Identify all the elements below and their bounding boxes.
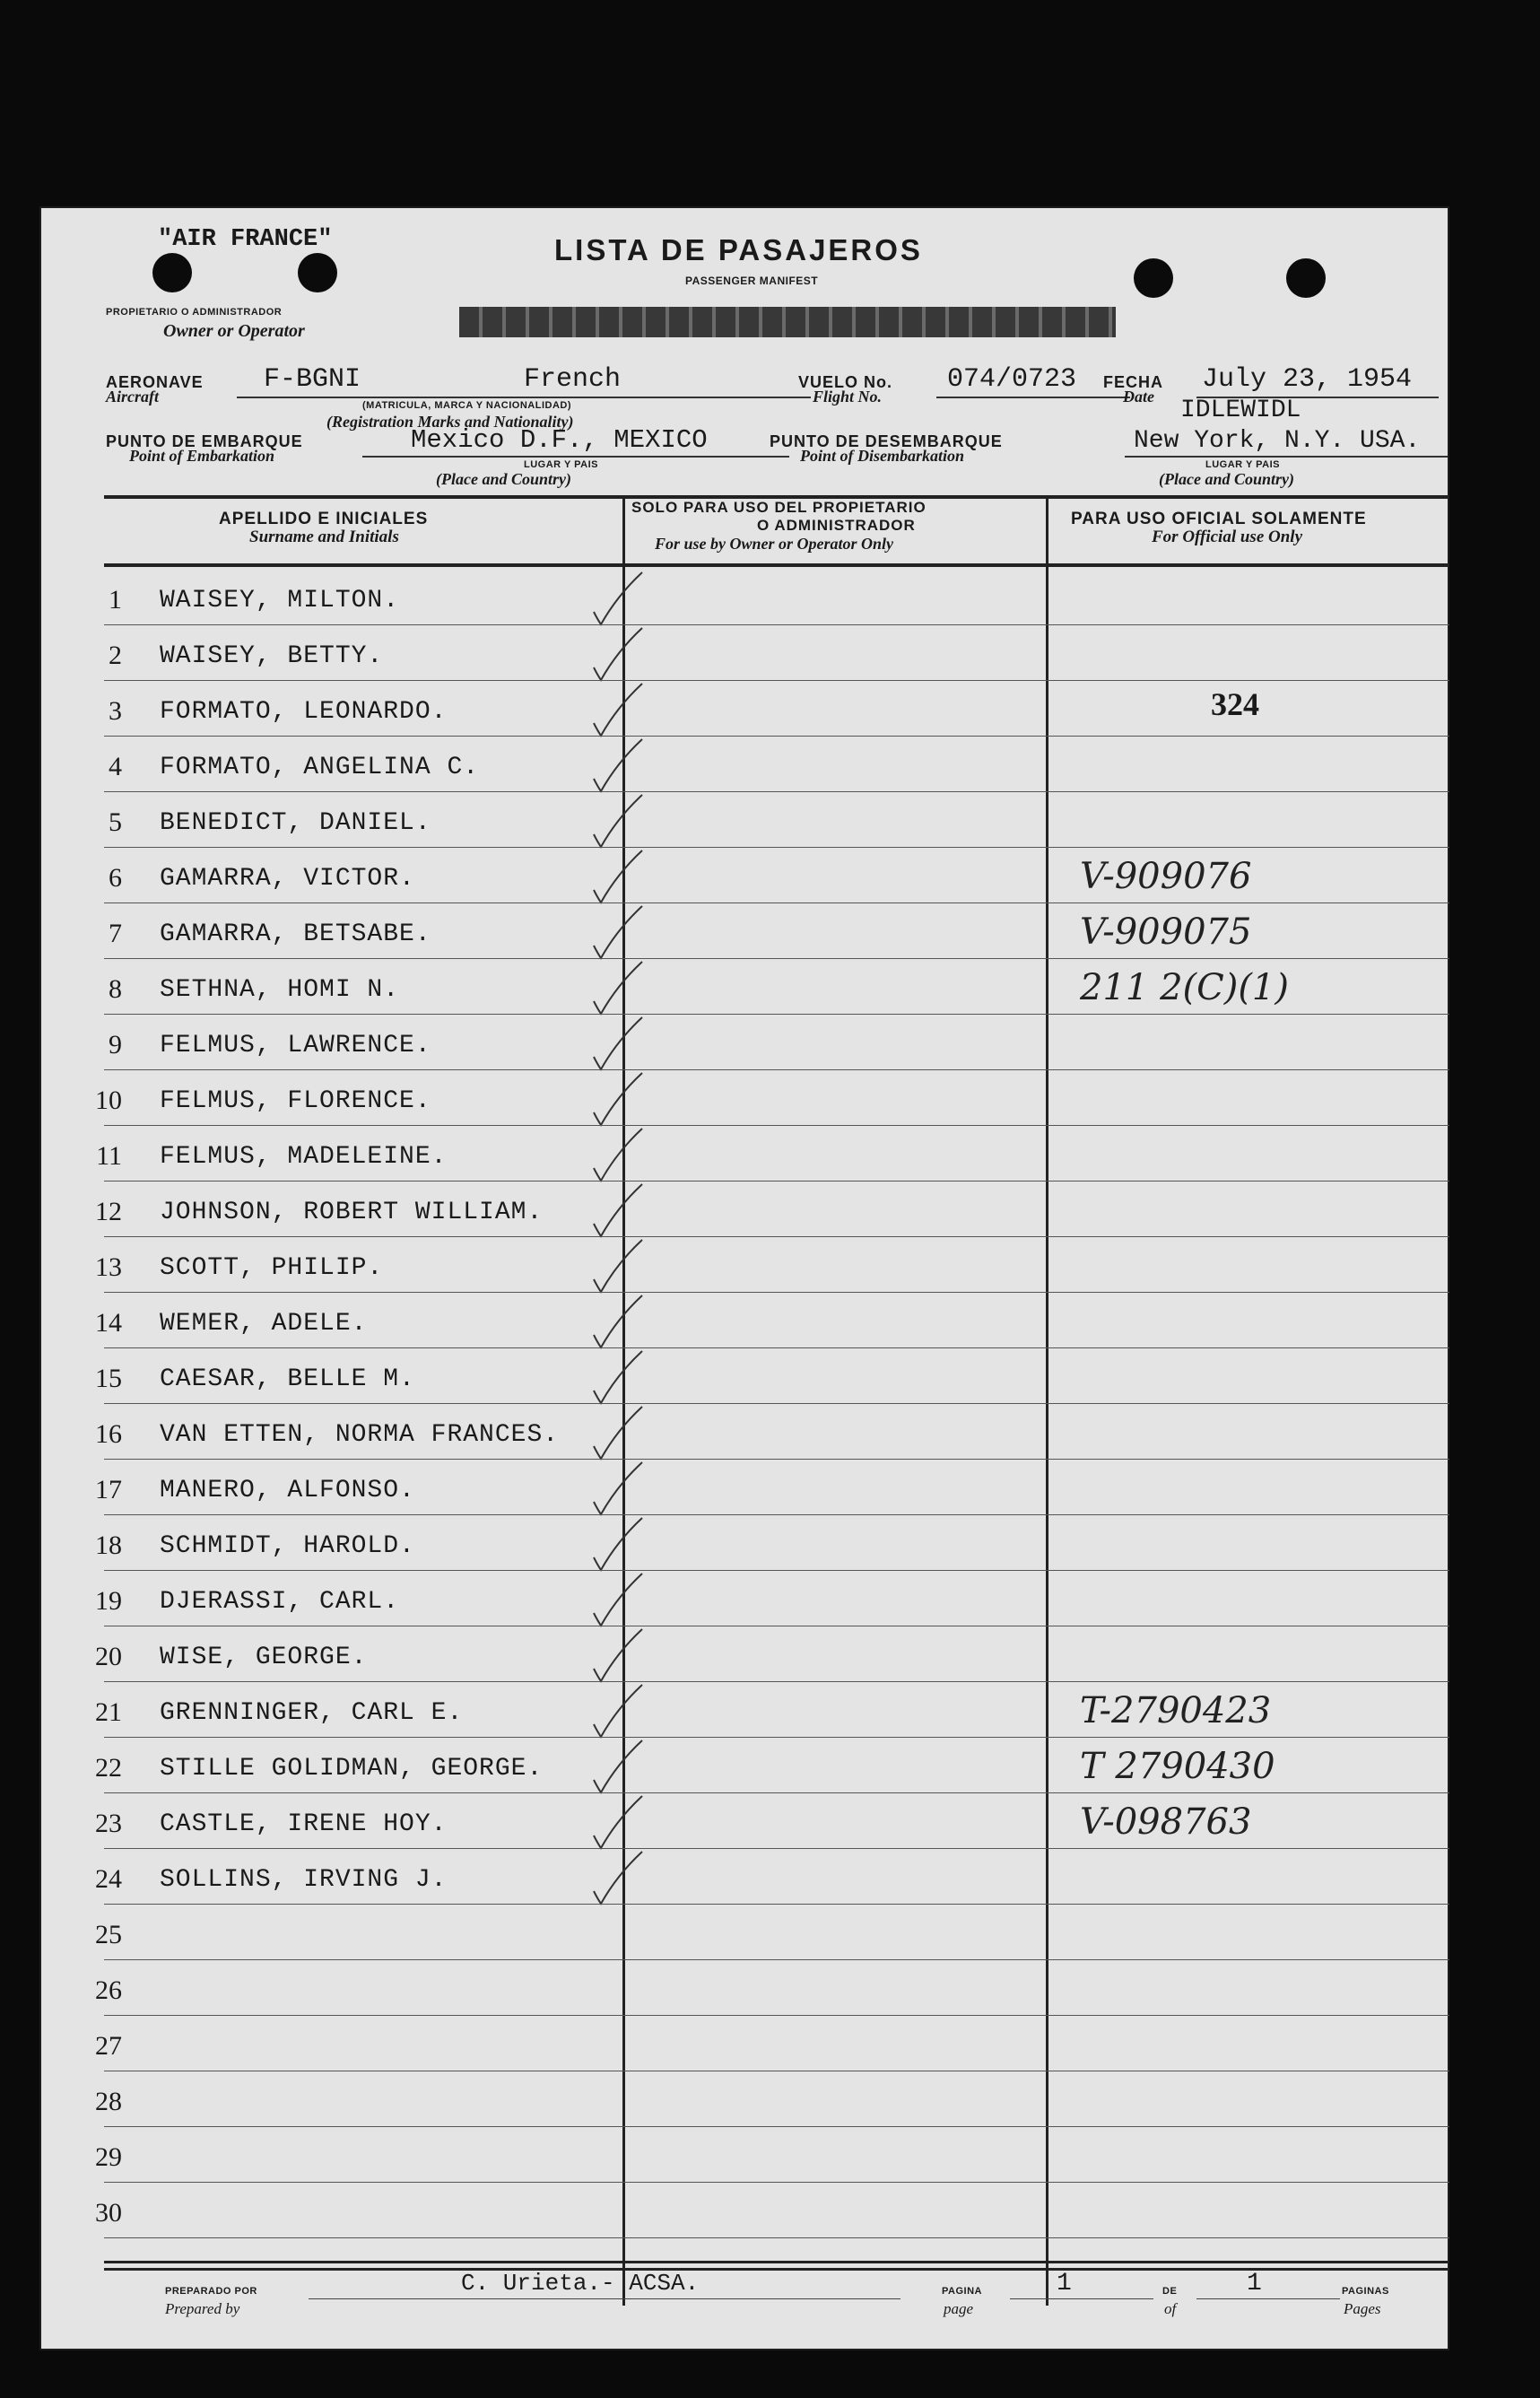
checkmark-icon	[587, 903, 658, 965]
col-name-header-en: Surname and Initials	[249, 528, 399, 546]
passenger-name: WEMER, ADELE.	[160, 1310, 368, 1338]
col-owner-header-1: SOLO PARA USO DEL PROPIETARIO	[631, 499, 927, 516]
row-rule	[104, 680, 1449, 681]
passenger-name: SCHMIDT, HAROLD.	[160, 1532, 415, 1560]
passenger-name: WISE, GEORGE.	[160, 1644, 368, 1671]
row-number: 20	[95, 1642, 122, 1671]
checkmark-icon	[587, 1792, 658, 1855]
flight-label: VUELO No.	[798, 373, 893, 391]
row-rule	[104, 1236, 1449, 1237]
disembark-underline	[1125, 456, 1448, 458]
col-owner-header-2: O ADMINISTRADOR	[757, 517, 916, 534]
embark-value: Mexico D.F., MEXICO	[411, 425, 708, 455]
owner-label-en: Owner or Operator	[163, 321, 305, 341]
passenger-row	[39, 2076, 1449, 2132]
passenger-row	[39, 1965, 1449, 2020]
row-rule	[104, 1347, 1449, 1348]
col-official-header-en: For Official use Only	[1152, 528, 1303, 546]
flight-label-en: Flight No.	[813, 388, 883, 405]
passenger-name: GRENNINGER, CARL E.	[160, 1699, 464, 1727]
checkmark-icon	[587, 1737, 658, 1800]
passenger-row	[39, 1687, 1449, 1742]
official-note: V-098763	[1080, 1801, 1252, 1843]
prepared-underline	[309, 2298, 901, 2299]
of-value: 1	[1247, 2270, 1262, 2298]
of-label-en: of	[1164, 2300, 1177, 2317]
row-rule	[104, 736, 1449, 737]
embark-underline	[362, 456, 789, 458]
row-number: 29	[95, 2142, 122, 2172]
row-number: 22	[95, 1753, 122, 1783]
passenger-name: CAESAR, BELLE M.	[160, 1365, 415, 1393]
disembark-value: New York, N.Y. USA.	[1134, 427, 1421, 455]
passenger-row	[39, 685, 1449, 741]
passenger-row	[39, 1798, 1449, 1853]
passenger-name: BENEDICT, DANIEL.	[160, 809, 431, 837]
checkmark-icon	[587, 1459, 658, 1522]
passenger-row	[39, 852, 1449, 908]
disembark-place-en: (Place and Country)	[1159, 470, 1294, 488]
row-rule	[104, 1959, 1449, 1960]
passenger-name: SCOTT, PHILIP.	[160, 1254, 384, 1282]
passenger-row	[39, 1853, 1449, 1909]
row-rule	[104, 2182, 1449, 2183]
footer-rule-1	[104, 2261, 1449, 2263]
page-label: PAGINA	[942, 2286, 982, 2297]
checkmark-icon	[587, 1292, 658, 1355]
passenger-row	[39, 2020, 1449, 2076]
row-number: 1	[109, 585, 122, 615]
passenger-name: FELMUS, MADELEINE.	[160, 1143, 448, 1171]
owner-name: "AIR FRANCE"	[158, 226, 333, 253]
owner-label-es: PROPIETARIO O ADMINISTRADOR	[106, 307, 283, 318]
col-owner-header-en: For use by Owner or Operator Only	[655, 535, 894, 553]
passenger-row	[39, 741, 1449, 797]
row-number: 2	[109, 641, 122, 670]
row-rule	[104, 958, 1449, 959]
checkmark-icon	[587, 791, 658, 854]
manifest-title: LISTA DE PASAJEROS	[554, 233, 923, 266]
aircraft-nationality: French	[524, 364, 622, 395]
checkmark-icon	[587, 1347, 658, 1410]
disembark-airport: IDLEWIDL	[1180, 397, 1301, 424]
row-rule	[104, 1848, 1449, 1849]
row-rule	[104, 1737, 1449, 1738]
row-number: 18	[95, 1530, 122, 1560]
official-note: T-2790423	[1080, 1690, 1272, 1731]
flight-underline	[936, 397, 1130, 398]
row-number: 7	[109, 919, 122, 948]
punch-hole-right-1	[1134, 258, 1173, 298]
passenger-name: SETHNA, HOMI N.	[160, 976, 400, 1004]
checkmark-icon	[587, 1626, 658, 1688]
prepared-value: C. Urieta.- ACSA.	[461, 2270, 700, 2297]
col-official-header: PARA USO OFICIAL SOLAMENTE	[1071, 510, 1367, 528]
passenger-name: SOLLINS, IRVING J.	[160, 1866, 448, 1894]
checkmark-icon	[587, 1514, 658, 1577]
stamp-number: 324	[1211, 686, 1259, 722]
checkmark-icon	[587, 847, 658, 910]
passenger-name: DJERASSI, CARL.	[160, 1588, 400, 1616]
row-number: 24	[95, 1864, 122, 1894]
embark-label: PUNTO DE EMBARQUE	[106, 432, 303, 450]
row-number: 28	[95, 2087, 122, 2116]
checkmark-icon	[587, 1403, 658, 1466]
passenger-name: VAN ETTEN, NORMA FRANCES.	[160, 1421, 560, 1449]
row-number: 27	[95, 2031, 122, 2061]
checkmark-icon	[587, 1848, 658, 1911]
passenger-row	[39, 908, 1449, 964]
table-header-rule	[104, 563, 1449, 567]
checkmark-icon	[587, 1681, 658, 1744]
row-number: 25	[95, 1920, 122, 1949]
row-number: 16	[95, 1419, 122, 1449]
row-number: 4	[109, 752, 122, 781]
manifest-title-en: PASSENGER MANIFEST	[685, 275, 819, 287]
col-name-header: APELLIDO E INICIALES	[219, 510, 429, 528]
row-rule	[104, 1459, 1449, 1460]
row-number: 6	[109, 863, 122, 893]
passenger-row	[39, 574, 1449, 630]
checkmark-icon	[587, 1014, 658, 1077]
passenger-name: STILLE GOLIDMAN, GEORGE.	[160, 1755, 544, 1783]
checkmark-icon	[587, 1181, 658, 1243]
disembark-label: PUNTO DE DESEMBARQUE	[770, 432, 1003, 450]
passenger-row	[39, 964, 1449, 1019]
page-underline	[1010, 2298, 1153, 2299]
checkmark-icon	[587, 624, 658, 687]
official-note: 211 2(C)(1)	[1080, 967, 1289, 1008]
passenger-row	[39, 1297, 1449, 1353]
row-number: 8	[109, 974, 122, 1004]
passenger-row	[39, 1019, 1449, 1075]
row-rule	[104, 2126, 1449, 2127]
disembark-place-es: LUGAR Y PAIS	[1205, 459, 1281, 470]
passenger-name: WAISEY, MILTON.	[160, 587, 400, 615]
row-rule	[104, 1125, 1449, 1126]
checkmark-icon	[587, 1069, 658, 1132]
official-note: V-909076	[1080, 856, 1252, 897]
page-label-en: page	[944, 2300, 974, 2317]
passenger-row	[39, 1186, 1449, 1242]
row-rule	[104, 1904, 1449, 1905]
page-value: 1	[1057, 2270, 1072, 2298]
row-number: 26	[95, 1975, 122, 2005]
row-number: 23	[95, 1809, 122, 1838]
passenger-row	[39, 1408, 1449, 1464]
row-rule	[104, 847, 1449, 848]
checkmark-icon	[587, 1125, 658, 1188]
punch-hole-right-2	[1286, 258, 1326, 298]
row-rule	[104, 1514, 1449, 1515]
date-value: July 23, 1954	[1202, 364, 1413, 395]
aircraft-value: F-BGNI	[264, 364, 361, 395]
passenger-name: FELMUS, FLORENCE.	[160, 1087, 431, 1115]
row-rule	[104, 1181, 1449, 1182]
passenger-name: GAMARRA, VICTOR.	[160, 865, 415, 893]
registration-label-es: (MATRICULA, MARCA Y NACIONALIDAD)	[362, 400, 572, 411]
passenger-row	[39, 2187, 1449, 2243]
passenger-name: CASTLE, IRENE HOY.	[160, 1810, 448, 1838]
official-note: T 2790430	[1080, 1746, 1275, 1787]
checkmark-icon	[587, 736, 658, 798]
row-number: 13	[95, 1252, 122, 1282]
row-rule	[104, 1403, 1449, 1404]
passenger-name: FORMATO, LEONARDO.	[160, 698, 448, 726]
passenger-row	[39, 1464, 1449, 1520]
row-rule	[104, 1570, 1449, 1571]
row-rule	[104, 791, 1449, 792]
embark-place-en: (Place and Country)	[436, 470, 571, 488]
passenger-row	[39, 1242, 1449, 1297]
row-number: 15	[95, 1364, 122, 1393]
pages-label-en: Pages	[1344, 2300, 1381, 2317]
checkmark-icon	[587, 1570, 658, 1633]
passenger-name: FELMUS, LAWRENCE.	[160, 1032, 431, 1059]
aircraft-underline	[237, 397, 811, 398]
row-rule	[104, 1069, 1449, 1070]
passenger-name: WAISEY, BETTY.	[160, 642, 384, 670]
prepared-label: PREPARADO POR	[165, 2286, 257, 2297]
official-note: V-909075	[1080, 911, 1252, 953]
passenger-row	[39, 797, 1449, 852]
passenger-name: JOHNSON, ROBERT WILLIAM.	[160, 1199, 544, 1226]
passenger-row	[39, 1631, 1449, 1687]
registration-label-en: (Registration Marks and Nationality)	[326, 413, 574, 431]
date-label-en: Date	[1123, 388, 1154, 405]
punch-hole-left-2	[298, 253, 337, 292]
checkmark-icon	[587, 958, 658, 1021]
checkmark-icon	[587, 680, 658, 743]
passenger-row	[39, 630, 1449, 685]
row-rule	[104, 2015, 1449, 2016]
row-rule	[104, 624, 1449, 625]
row-number: 9	[109, 1030, 122, 1059]
row-number: 19	[95, 1586, 122, 1616]
disembark-label-en: Point of Disembarkation	[800, 447, 965, 465]
flight-value: 074/0723	[947, 364, 1077, 395]
redacted-line	[459, 307, 1116, 337]
punch-hole-left-1	[152, 253, 192, 292]
passenger-row	[39, 1520, 1449, 1575]
embark-place-es: LUGAR Y PAIS	[524, 459, 599, 470]
pages-label: PAGINAS	[1342, 2286, 1389, 2297]
row-rule	[104, 1292, 1449, 1293]
row-number: 11	[96, 1141, 122, 1171]
row-number: 14	[95, 1308, 122, 1338]
row-number: 30	[95, 2198, 122, 2228]
passenger-row	[39, 1075, 1449, 1130]
passenger-row	[39, 1575, 1449, 1631]
checkmark-icon	[587, 569, 658, 632]
passenger-row	[39, 1130, 1449, 1186]
passenger-row	[39, 2132, 1449, 2187]
aircraft-label: AERONAVE	[106, 373, 204, 391]
row-rule	[104, 1681, 1449, 1682]
aircraft-label-en: Aircraft	[106, 388, 160, 405]
date-label: FECHA	[1103, 373, 1163, 391]
row-number: 17	[95, 1475, 122, 1504]
row-number: 5	[109, 807, 122, 837]
embark-label-en: Point of Embarkation	[129, 447, 275, 465]
passenger-row	[39, 1909, 1449, 1965]
row-number: 21	[95, 1697, 122, 1727]
passenger-row	[39, 1353, 1449, 1408]
row-rule	[104, 2237, 1449, 2238]
row-rule	[104, 1792, 1449, 1793]
of-underline	[1196, 2298, 1340, 2299]
row-number: 12	[95, 1197, 122, 1226]
row-number: 10	[95, 1086, 122, 1115]
passenger-row	[39, 1742, 1449, 1798]
prepared-label-en: Prepared by	[165, 2300, 240, 2317]
checkmark-icon	[587, 1236, 658, 1299]
passenger-name: FORMATO, ANGELINA C.	[160, 754, 480, 781]
of-label: DE	[1162, 2286, 1178, 2297]
row-number: 3	[109, 696, 122, 726]
manifest-sheet	[39, 206, 1449, 2350]
row-rule	[104, 1014, 1449, 1015]
passenger-name: GAMARRA, BETSABE.	[160, 920, 431, 948]
passenger-name: MANERO, ALFONSO.	[160, 1477, 415, 1504]
